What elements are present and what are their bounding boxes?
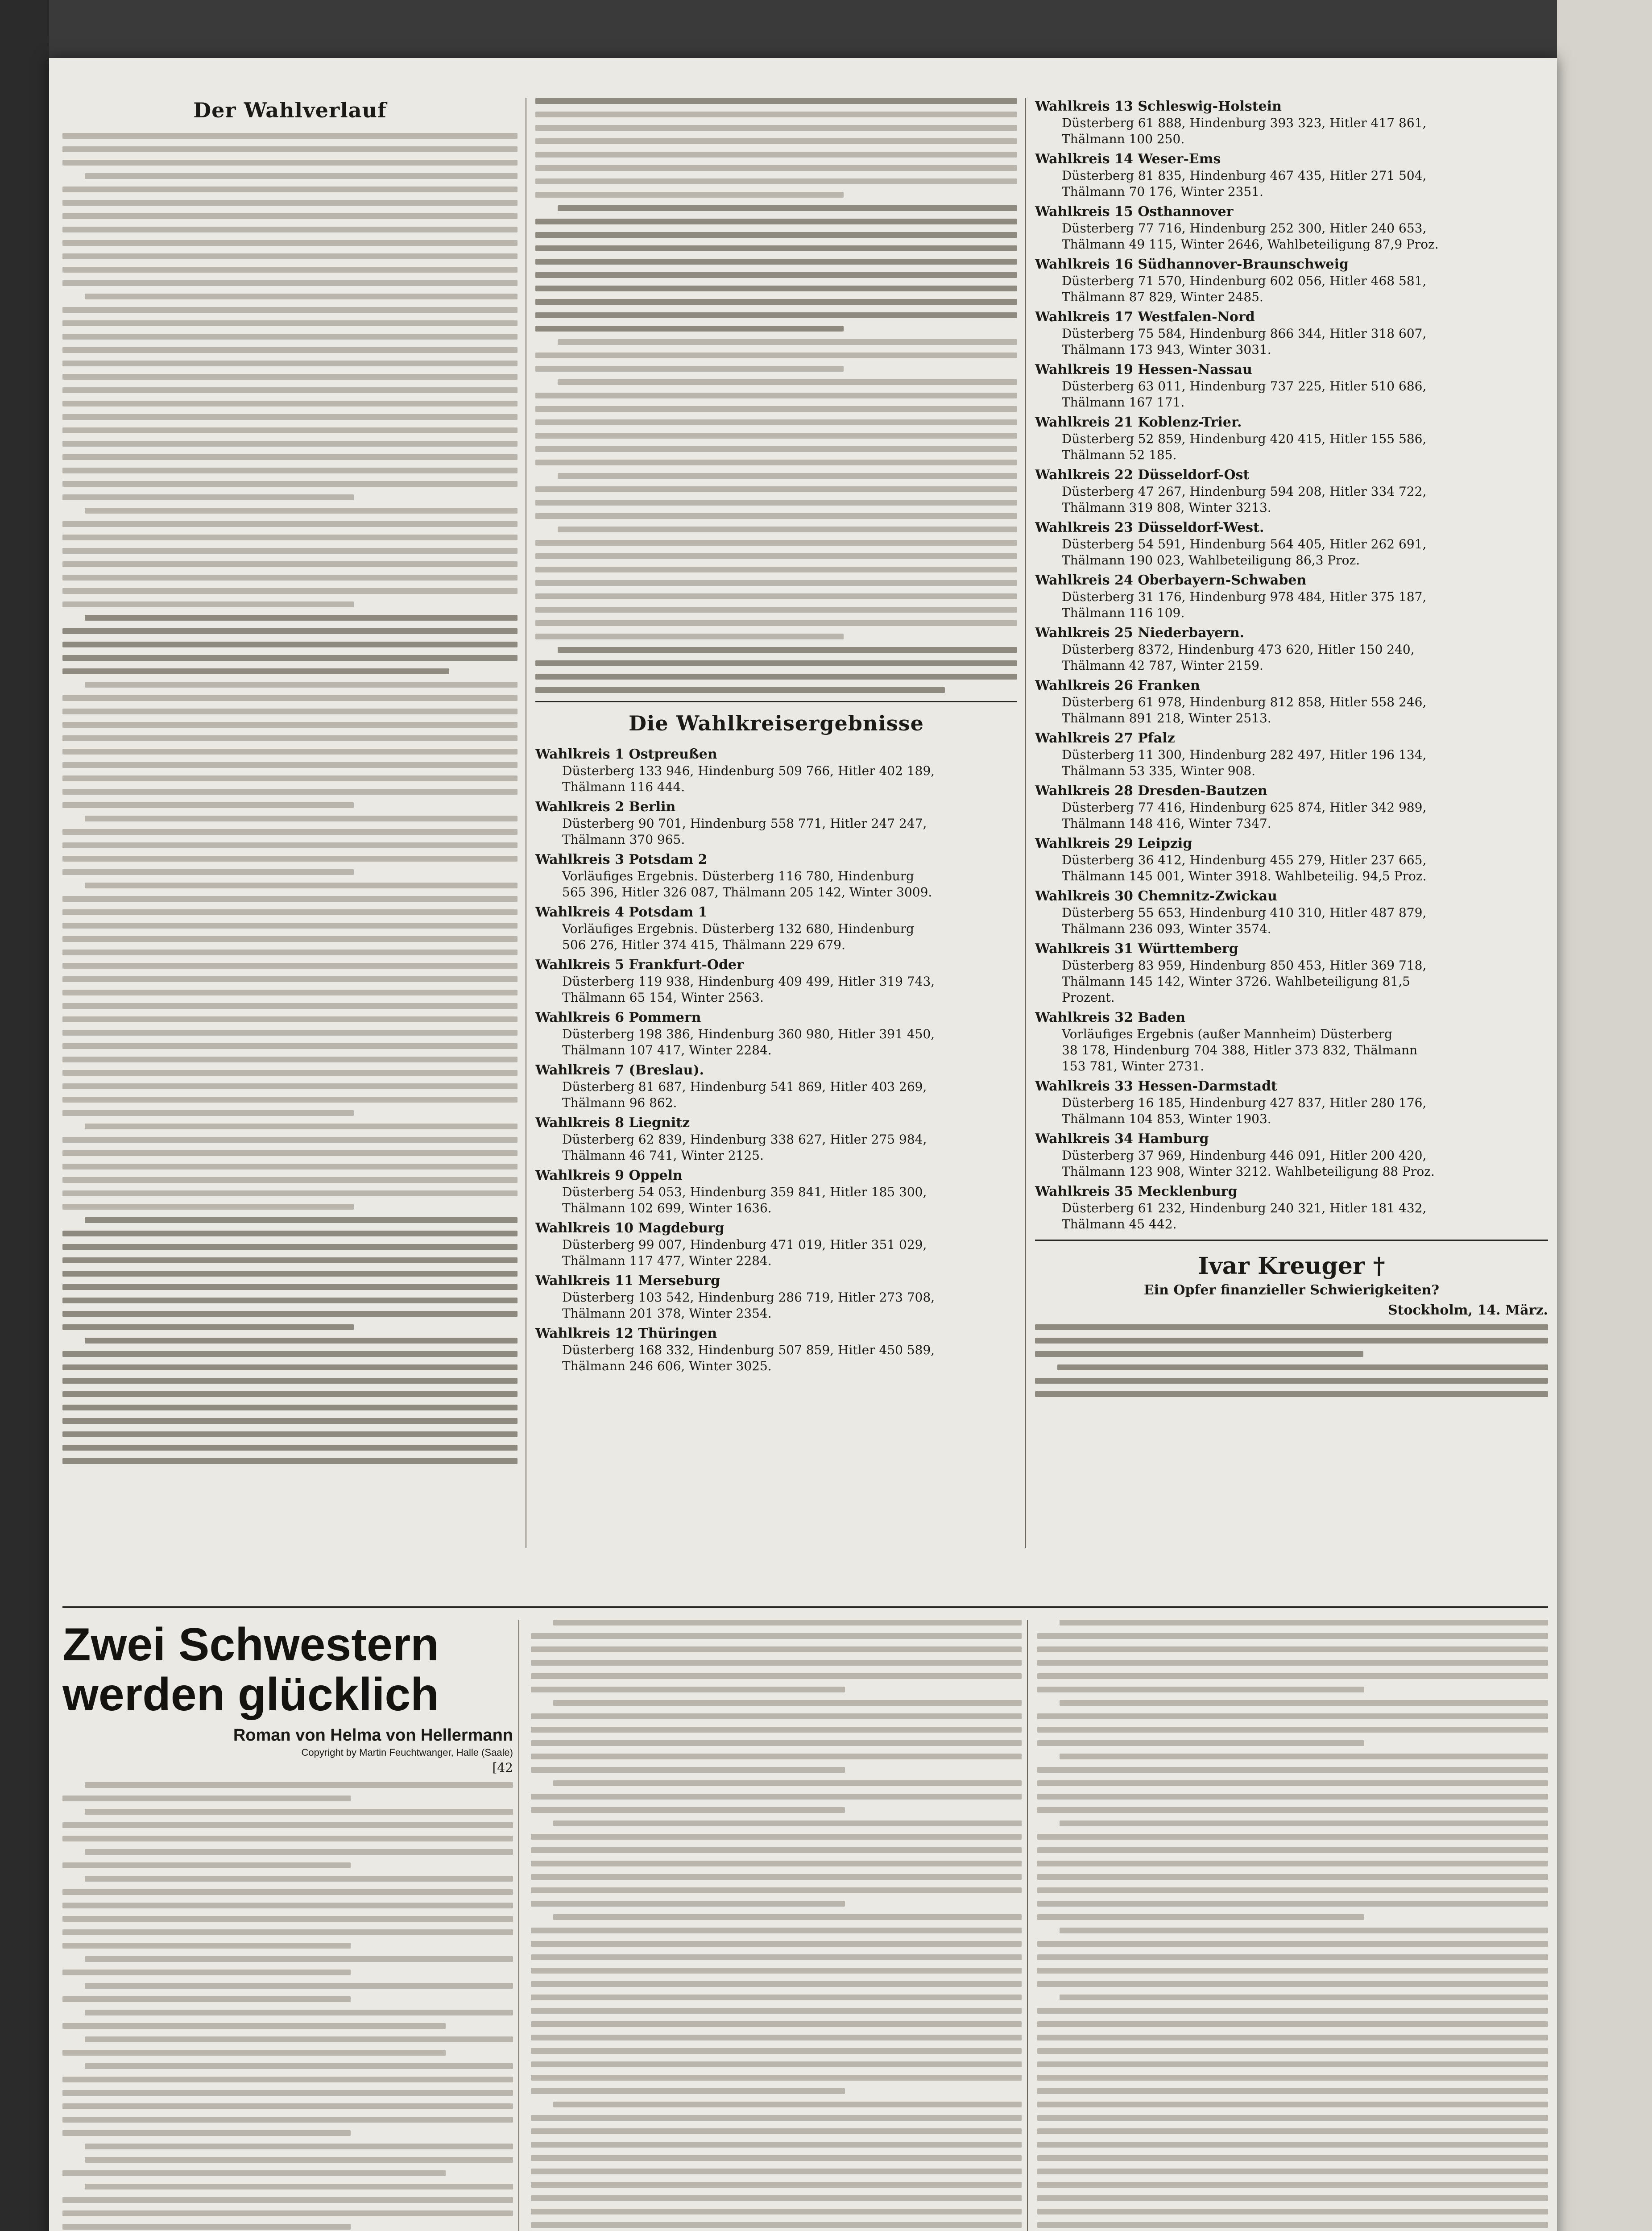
wahlkreis-title: Wahlkreis 28 Dresden-Bautzen [1035,783,1267,799]
wahlkreis-figures: Thälmann 107 417, Winter 2284. [562,1043,772,1057]
wahlkreis-title: Wahlkreis 29 Leipzig [1035,836,1192,851]
wahlkreis-title: Wahlkreis 32 Baden [1035,1010,1186,1025]
wahlkreis-figures: Thälmann 116 444. [562,780,685,794]
wahlkreis-result [535,1167,1017,1216]
wahlkreis-result [1035,572,1548,621]
wahlkreis-figures: Vorläufiges Ergebnis. Düsterberg 116 780, Hindenburg [562,869,914,883]
wahlkreis-title: Wahlkreis 24 Oberbayern-Schwaben [1035,572,1307,588]
wahlkreis-figures: Düsterberg 103 542, Hindenburg 286 719, Hitler 273 708, [562,1290,935,1305]
wahlkreis-figures: Thälmann 173 943, Winter 3031. [1062,342,1271,357]
wahlkreis-result [1035,1009,1548,1074]
wahlkreis-figures: Düsterberg 133 946, Hindenburg 509 766, Hitler 402 189, [562,763,935,778]
wahlkreis-result [1035,309,1548,358]
wahlkreis-figures: Düsterberg 77 716, Hindenburg 252 300, Hitler 240 653, [1062,221,1427,236]
wahlkreis-result [1035,783,1548,832]
results-list-left [535,746,1017,1374]
wahlkreis-figures: Thälmann 319 808, Winter 3213. [1062,500,1271,515]
wahlkreis-title: Wahlkreis 15 Osthannover [1035,204,1234,220]
wahlkreis-title: Wahlkreis 1 Ostpreußen [535,746,717,762]
wahlkreis-result [1035,625,1548,674]
wahlkreis-title: Wahlkreis 9 Oppeln [535,1168,683,1183]
wahlkreis-figures: Thälmann 370 965. [562,832,685,847]
wahlkreis-title: Wahlkreis 7 (Breslau). [535,1062,704,1078]
wahlkreis-figures: Düsterberg 71 570, Hindenburg 602 056, Hitler 468 581, [1062,274,1427,288]
wahlkreis-figures: Düsterberg 54 053, Hindenburg 359 841, Hitler 185 300, [562,1185,927,1199]
wahlkreis-result [1035,361,1548,411]
wahlkreis-figures: Thälmann 145 001, Winter 3918. Wahlbeteilig. 94,5 Proz. [1062,869,1427,883]
wahlkreis-result [1035,730,1548,779]
wahlverlauf-title: Der Wahlverlauf [193,98,387,122]
wahlkreis-title: Wahlkreis 27 Pfalz [1035,730,1175,746]
wahlkreis-title: Wahlkreis 3 Potsdam 2 [535,852,708,867]
novel-column-3 [1037,1620,1548,2231]
wahlkreis-figures: 38 178, Hindenburg 704 388, Hitler 373 832, Thälmann [1062,1043,1418,1057]
wahlkreis-figures: Düsterberg 83 959, Hindenburg 850 453, Hitler 369 718, [1062,958,1427,973]
wahlkreis-figures: Düsterberg 119 938, Hindenburg 409 499, Hitler 319 743, [562,974,935,989]
wahlkreis-figures: Düsterberg 36 412, Hindenburg 455 279, Hitler 237 665, [1062,853,1427,867]
column-divider [1027,1620,1028,2231]
wahlkreis-figures: Prozent. [1062,990,1115,1005]
wahlkreis-figures: Thälmann 53 335, Winter 908. [1062,763,1256,778]
wahlkreis-title: Wahlkreis 34 Hamburg [1035,1131,1209,1147]
wahlkreis-result [1035,467,1548,516]
wahlkreis-figures: Thälmann 201 378, Winter 2354. [562,1306,772,1321]
wahlkreis-result [1035,151,1548,200]
wahlkreis-result [535,957,1017,1006]
novel-column-2 [531,1620,1022,2231]
wahlkreis-figures: Thälmann 45 442. [1062,1217,1177,1232]
wahlkreis-result [1035,414,1548,463]
wahlkreis-title: Wahlkreis 26 Franken [1035,678,1200,693]
wahlkreis-figures: Düsterberg 168 332, Hindenburg 507 859, Hitler 450 589, [562,1343,935,1357]
wahlkreis-figures: Thälmann 102 699, Winter 1636. [562,1201,772,1215]
wahlkreis-figures: Thälmann 148 416, Winter 7347. [1062,816,1271,831]
novel-title-line-1: Zwei Schwestern [62,1619,439,1671]
wahlkreis-figures: Thälmann 167 171. [1062,395,1185,410]
column-wahlverlauf [62,98,518,1472]
wahlkreis-figures: Düsterberg 81 835, Hindenburg 467 435, Hitler 271 504, [1062,168,1427,183]
wahlverlauf-body [62,133,518,1464]
novel-installment-number: [42 [492,1760,513,1775]
wahlkreis-result [1035,941,1548,1006]
column-right [1035,98,1548,1405]
wahlkreis-title: Wahlkreis 21 Koblenz-Trier. [1035,415,1242,430]
wahlkreis-title: Wahlkreis 10 Magdeburg [535,1220,725,1236]
wahlkreis-figures: Thälmann 70 176, Winter 2351. [1062,184,1263,199]
wahlkreis-result [1035,1078,1548,1127]
wahlverlauf-continuation [535,98,1017,693]
column-divider [1025,98,1026,1548]
novel-body-3 [1037,1620,1548,2231]
wahlkreis-title: Wahlkreis 31 Württemberg [1035,941,1238,957]
wahlkreis-result [535,1115,1017,1164]
wahlkreis-result [535,904,1017,953]
wahlkreis-figures: Thälmann 145 142, Winter 3726. Wahlbeteiligung 81,5 [1062,974,1410,989]
novel-body-2 [531,1620,1022,2231]
wahlkreis-title: Wahlkreis 12 Thüringen [535,1326,717,1341]
wahlkreis-figures: Thälmann 891 218, Winter 2513. [1062,711,1271,726]
wahlkreis-figures: Düsterberg 63 011, Hindenburg 737 225, Hitler 510 686, [1062,379,1427,394]
wahlkreis-result [535,851,1017,900]
wahlkreis-title: Wahlkreis 35 Mecklenburg [1035,1184,1238,1199]
feuilleton-rule [62,1606,1548,1608]
section-rule [535,701,1017,702]
wahlkreis-figures: Vorläufiges Ergebnis. Düsterberg 132 680, Hindenburg [562,921,914,936]
wahlkreis-title: Wahlkreis 4 Potsdam 1 [535,904,708,920]
section-rule [1035,1240,1548,1241]
wahlkreis-title: Wahlkreis 16 Südhannover-Braunschweig [1035,257,1349,272]
wahlkreis-result [535,1273,1017,1322]
wahlkreis-figures: 565 396, Hitler 326 087, Thälmann 205 142, Winter 3009. [562,885,932,900]
wahlkreis-result [1035,1131,1548,1180]
wahlkreis-title: Wahlkreis 5 Frankfurt-Oder [535,957,744,973]
wahlkreisergebnisse-title: Die Wahlkreisergebnisse [629,711,924,735]
wahlkreis-result [535,1062,1017,1111]
kreuger-body [1035,1324,1548,1397]
wahlkreis-title: Wahlkreis 13 Schleswig-Holstein [1035,99,1282,114]
wahlkreis-result [1035,677,1548,726]
wahlkreis-figures: Thälmann 65 154, Winter 2563. [562,990,764,1005]
wahlkreis-figures: Düsterberg 16 185, Hindenburg 427 837, Hitler 280 176, [1062,1095,1427,1110]
wahlkreis-figures: Thälmann 246 606, Winter 3025. [562,1359,772,1373]
wahlkreis-figures: Thälmann 116 109. [1062,605,1185,620]
wahlkreis-result [1035,888,1548,937]
wahlkreis-title: Wahlkreis 22 Düsseldorf-Ost [1035,467,1250,483]
novel-column-1 [62,1620,513,2231]
wahlkreis-figures: Düsterberg 47 267, Hindenburg 594 208, Hitler 334 722, [1062,484,1427,499]
wahlkreis-figures: Düsterberg 61 978, Hindenburg 812 858, Hitler 558 246, [1062,695,1427,709]
novel-copyright: Copyright by Martin Feuchtwanger, Halle (Saale) [301,1747,513,1758]
wahlkreis-result [1035,203,1548,253]
wahlkreis-figures: Düsterberg 61 888, Hindenburg 393 323, Hitler 417 861, [1062,116,1427,130]
wahlkreis-figures: Düsterberg 198 386, Hindenburg 360 980, Hitler 391 450, [562,1027,935,1041]
novel-body-1 [62,1782,513,2230]
kreuger-title: Ivar Kreuger † [1198,1252,1385,1280]
wahlkreis-title: Wahlkreis 25 Niederbayern. [1035,625,1245,641]
wahlkreis-figures: Düsterberg 61 232, Hindenburg 240 321, Hitler 181 432, [1062,1201,1427,1215]
wahlkreis-figures: Thälmann 100 250. [1062,132,1185,146]
wahlkreis-title: Wahlkreis 30 Chemnitz-Zwickau [1035,888,1277,904]
wahlkreis-figures: 153 781, Winter 2731. [1062,1059,1205,1074]
wahlkreis-figures: Thälmann 96 862. [562,1095,677,1110]
wahlkreis-title: Wahlkreis 11 Merseburg [535,1273,720,1289]
novel-byline: Roman von Helma von Hellermann [233,1726,513,1745]
kreuger-dateline: Stockholm, 14. März. [1387,1302,1548,1318]
wahlkreis-title: Wahlkreis 8 Liegnitz [535,1115,690,1131]
wahlkreis-title: Wahlkreis 2 Berlin [535,799,676,815]
wahlkreis-title: Wahlkreis 17 Westfalen-Nord [1035,309,1255,325]
wahlkreis-figures: Düsterberg 99 007, Hindenburg 471 019, Hitler 351 029, [562,1237,927,1252]
results-list-right [1035,98,1548,1232]
wahlkreis-title: Wahlkreis 19 Hessen-Nassau [1035,362,1252,377]
wahlkreis-figures: Düsterberg 54 591, Hindenburg 564 405, Hitler 262 691, [1062,537,1427,552]
wahlkreis-figures: Düsterberg 90 701, Hindenburg 558 771, Hitler 247 247, [562,816,927,831]
wahlkreis-result [535,1220,1017,1269]
wahlkreis-figures: Thälmann 46 741, Winter 2125. [562,1148,764,1163]
wahlkreis-figures: Thälmann 236 093, Winter 3574. [1062,921,1271,936]
wahlkreis-figures: Düsterberg 37 969, Hindenburg 446 091, Hitler 200 420, [1062,1148,1427,1163]
scan-page-edge [1557,0,1652,2231]
novel-title-line-2: werden glücklich [62,1669,439,1721]
wahlkreis-figures: Düsterberg 75 584, Hindenburg 866 344, Hitler 318 607, [1062,326,1427,341]
newspaper-page [49,58,1557,2231]
wahlkreis-figures: Düsterberg 52 859, Hindenburg 420 415, Hitler 155 586, [1062,431,1427,446]
wahlkreis-title: Wahlkreis 14 Weser-Ems [1035,151,1221,167]
wahlkreis-figures: Vorläufiges Ergebnis (außer Mannheim) Düsterberg [1062,1027,1392,1041]
wahlkreis-figures: Düsterberg 55 653, Hindenburg 410 310, Hitler 487 879, [1062,905,1427,920]
wahlkreis-result [1035,519,1548,568]
wahlkreis-figures: Düsterberg 8372, Hindenburg 473 620, Hitler 150 240, [1062,642,1415,657]
wahlkreis-result [1035,1183,1548,1232]
wahlkreis-title: Wahlkreis 6 Pommern [535,1010,701,1025]
kreuger-subtitle: Ein Opfer finanzieller Schwierigkeiten? [1143,1282,1440,1298]
wahlkreis-result [535,799,1017,848]
wahlkreis-title: Wahlkreis 23 Düsseldorf-West. [1035,520,1264,535]
column-divider [518,1620,519,2231]
wahlkreis-figures: Düsterberg 62 839, Hindenburg 338 627, Hitler 275 984, [562,1132,927,1147]
wahlkreis-figures: Düsterberg 11 300, Hindenburg 282 497, Hitler 196 134, [1062,747,1427,762]
wahlkreis-figures: Thälmann 104 853, Winter 1903. [1062,1111,1271,1126]
wahlkreis-figures: Düsterberg 77 416, Hindenburg 625 874, Hitler 342 989, [1062,800,1427,815]
wahlkreis-result [1035,835,1548,884]
wahlkreis-result [535,746,1017,795]
wahlkreis-title: Wahlkreis 33 Hessen-Darmstadt [1035,1078,1277,1094]
wahlkreis-figures: Thälmann 52 185. [1062,448,1177,462]
wahlkreis-result [535,1325,1017,1374]
wahlkreis-figures: Thälmann 190 023, Wahlbeteiligung 86,3 Proz. [1062,553,1360,568]
wahlkreis-figures: Thälmann 42 787, Winter 2159. [1062,658,1263,673]
wahlkreis-figures: Düsterberg 81 687, Hindenburg 541 869, Hitler 403 269, [562,1079,927,1094]
wahlkreis-figures: Thälmann 123 908, Winter 3212. Wahlbeteiligung 88 Proz. [1062,1164,1435,1179]
wahlkreis-figures: Thälmann 49 115, Winter 2646, Wahlbeteiligung 87,9 Proz. [1062,237,1439,252]
wahlkreis-figures: 506 276, Hitler 374 415, Thälmann 229 679. [562,937,845,952]
wahlkreis-result [1035,256,1548,305]
wahlkreis-figures: Thälmann 87 829, Winter 2485. [1062,290,1263,304]
wahlkreis-result [535,1009,1017,1058]
wahlkreis-figures: Thälmann 117 477, Winter 2284. [562,1253,772,1268]
wahlkreis-figures: Düsterberg 31 176, Hindenburg 978 484, Hitler 375 187, [1062,589,1427,604]
wahlkreis-result [1035,98,1548,147]
column-middle [535,98,1017,1378]
scan-spine [0,0,49,2231]
